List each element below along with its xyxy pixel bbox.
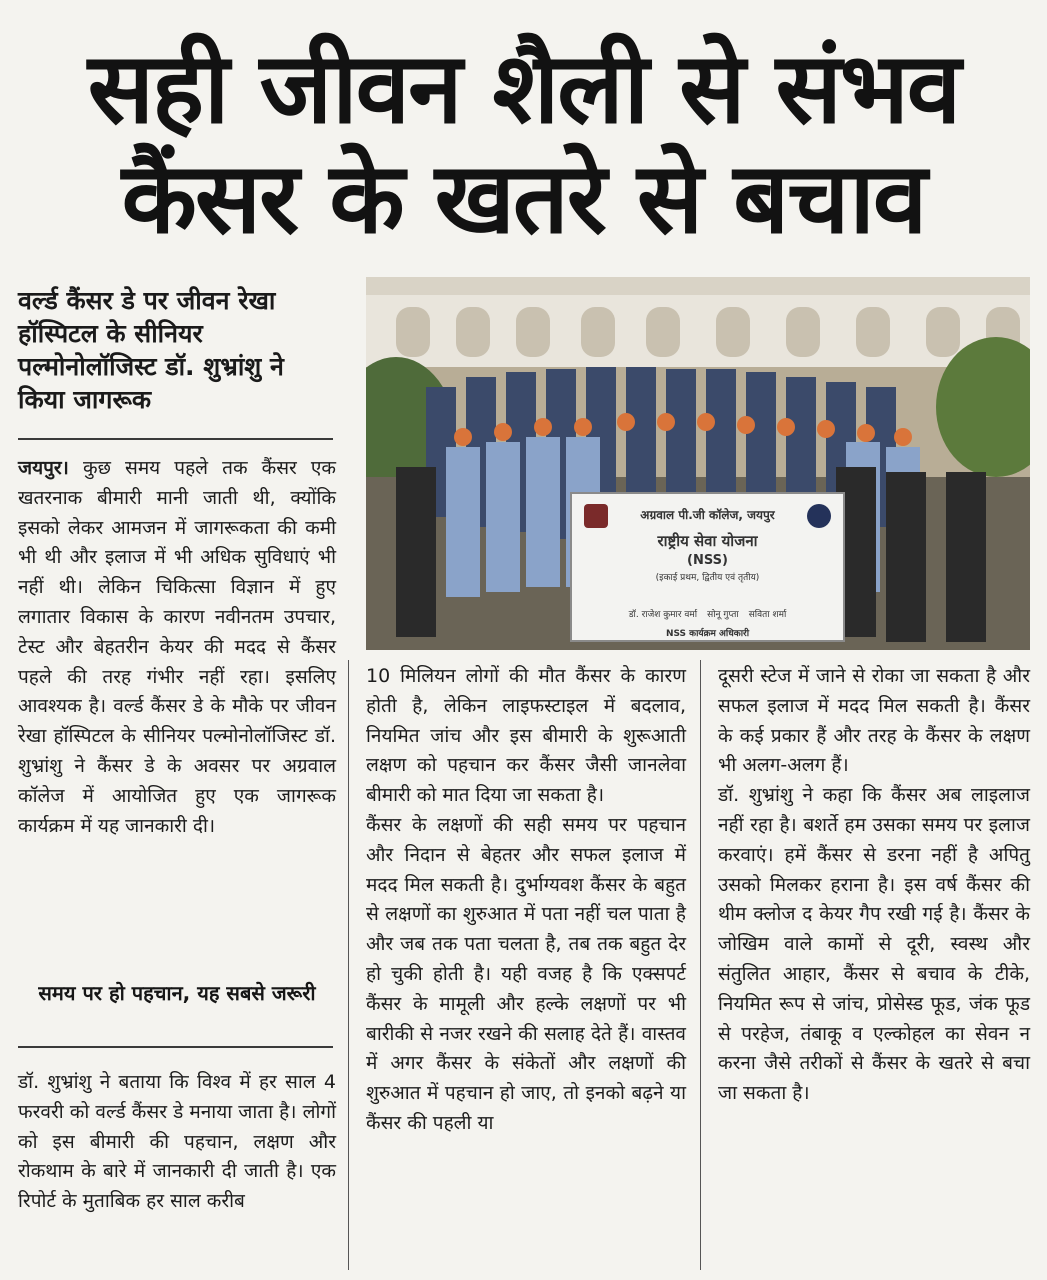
banner-officer: डॉ. राजेश कुमार वर्मा bbox=[628, 610, 698, 620]
column-1-paragraph-1: कुछ समय पहले तक कैंसर एक खतरनाक बीमारी मानी जाती थी, क्योंकि इसको लेकर आमजन में जागरूकता की कमी भी थी और इलाज में भी अधिक सुविधाएं भी नहीं थी। लेकिन चिकित्सा विज्ञान में हुए लगातार विकास के कारण नवीनतम उपचार, टेस्ट और बेहतरीन केयर की मदद से कैंसर पहले की तरह गंभीर नहीं रहा। इसलिए आवश्यक है। वर्ल्ड कैंसर डे के मौके पर जीवन रेखा हॉस्पिटल के सीनियर पल्मोनोलॉजिस्ट डॉ. शुभ्रांशु ने कैंसर डे के अवसर पर अग्रवाल कॉलेज में आयोजित हुए एक जागरूक कार्यक्रम में यह जानकारी दी। bbox=[18, 457, 337, 837]
banner-officer: सविता शर्मा bbox=[748, 610, 787, 620]
column-rule bbox=[348, 660, 349, 1270]
banner-abbr: (NSS) bbox=[687, 553, 728, 568]
banner-caption: NSS कार्यक्रम अधिकारी bbox=[665, 629, 750, 639]
column-1-paragraph-2: डॉ. शुभ्रांशु ने बताया कि विश्व में हर साल 4 फरवरी को वर्ल्ड कैंसर डे मनाया जाता है। लोगों को इस बीमारी की पहचान, लक्षण और रोकथाम के बारे में जानकारी दी जाती है। एक रिपोर्ट के मुताबिक हर साल करीब bbox=[18, 1071, 336, 1213]
banner-college: अग्रवाल पी.जी कॉलेज, जयपुर bbox=[640, 508, 775, 522]
subheadline: वर्ल्ड कैंसर डे पर जीवन रेखा हॉस्पिटल के सीनियर पल्मोनोलॉजिस्ट डॉ. शुभ्रांशु ने किया जागरूक bbox=[18, 286, 284, 414]
column-2 bbox=[366, 662, 686, 1139]
column-2-paragraph-2: कैंसर के लक्षणों की सही समय पर पहचान और निदान से बेहतर और सफल इलाज में मदद मिल सकती है। दुर्भाग्यवश कैंसर के बहुत से लक्षणों का शुरुआत में पता नहीं चल पाता है और जब तक पता चलता है, तब तक बहुत देर हो चुकी होती है। यही वजह है कि एक्सपर्ट कैंसर के मामूली और हल्के लक्षणों पर भी बारीकी से नजर रखने की सलाह देते हैं। वास्तव में अगर कैंसर के संकेतों और लक्षणों की शुरुआत में पहचान हो जाए, तो इनको बढ़ने या कैंसर की पहली या bbox=[366, 813, 686, 1134]
headline-line-1: सही जीवन शैली से संभव bbox=[87, 32, 960, 146]
banner-officers bbox=[572, 607, 843, 620]
column-rule bbox=[700, 660, 701, 1270]
divider bbox=[18, 1046, 333, 1048]
column-1-intro bbox=[18, 454, 336, 841]
crosshead: समय पर हो पहचान, यह सबसे जरूरी bbox=[38, 981, 316, 1005]
divider bbox=[18, 438, 333, 440]
column-3-paragraph-2: डॉ. शुभ्रांशु ने कहा कि कैंसर अब लाइलाज नहीं रहा है। बशर्ते हम उसका समय पर इलाज करवाएं। हमें कैंसर से डरना नहीं है अपितु उसको मिलकर हराना है। इस वर्ष कैंसर की थीम क्लोज द केयर गैप रखी गई है। कैंसर के जोखिम वाले कामों से दूरी, स्वस्थ और संतुलित आहार, कैंसर से बचाव के टीके, नियमित रूप से जांच, प्रोसेस्ड फूड, जंक फूड से परहेज, तंबाकू व एल्कोहल का सेवन न करना जैसे तरीकों से कैंसर के खतरे से बचा जा सकता है। bbox=[718, 784, 1030, 1105]
banner-officer: सोनू गुप्ता bbox=[707, 610, 739, 620]
column-2-paragraph-1: 10 मिलियन लोगों की मौत कैंसर के कारण होती है, लेकिन लाइफस्टाइल में बदलाव, नियमित जांच और इस बीमारी के शुरूआती लक्षण को पहचान कर कैंसर जैसी जानलेवा बीमारी को मात दिया जा सकता है। bbox=[366, 665, 686, 807]
college-logo-icon bbox=[584, 504, 608, 528]
nss-banner bbox=[570, 492, 845, 642]
banner-scheme: राष्ट्रीय सेवा योजना bbox=[657, 532, 758, 550]
column-3-paragraph-1: दूसरी स्टेज में जाने से रोका जा सकता है और सफल इलाज में मदद मिल सकती है। कैंसर के कई प्रकार हैं और तरह के कैंसर के लक्षण भी अलग-अलग हैं। bbox=[718, 665, 1030, 777]
column-1-continued bbox=[18, 1068, 336, 1217]
column-3 bbox=[718, 662, 1030, 1109]
headline-line-2: कैंसर के खतरे से बचाव bbox=[121, 142, 926, 256]
nss-logo-icon bbox=[807, 504, 831, 528]
dateline: जयपुर। bbox=[18, 457, 69, 479]
banner-units: (इकाई प्रथम, द्वितीय एवं तृतीय) bbox=[655, 573, 760, 583]
